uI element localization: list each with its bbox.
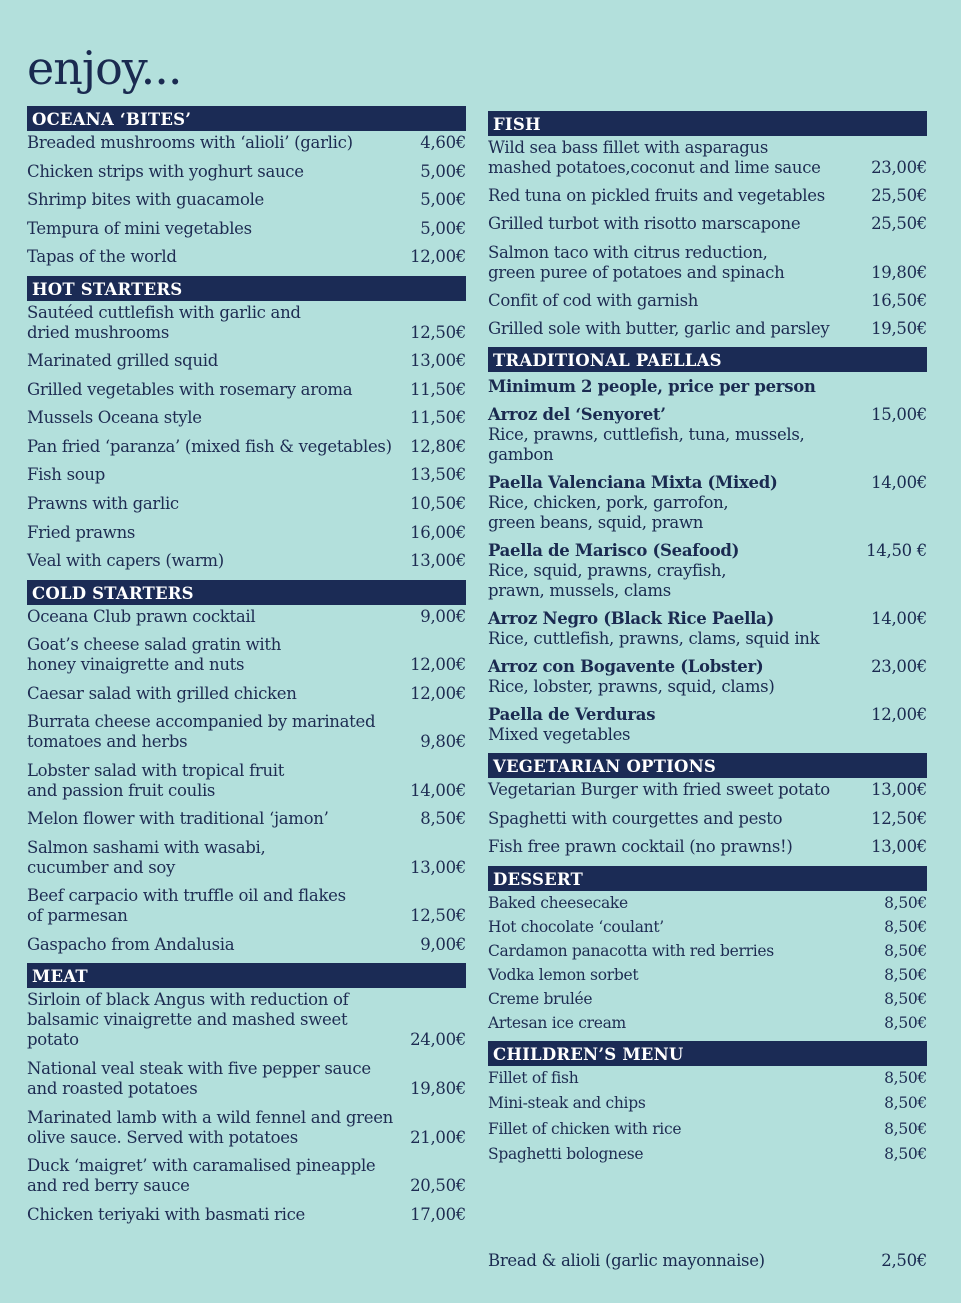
item-description: Rice, cuttlefish, prawns, clams, squid ink <box>488 629 820 649</box>
menu-item <box>27 133 466 153</box>
item-price: 12,50€ <box>410 322 466 342</box>
item-description: Rice, squid, prawns, crayfish, prawn, mussels, clams <box>488 561 727 601</box>
item-description: Rice, lobster, prawns, squid, clams) <box>488 677 775 697</box>
section-paellas <box>488 347 927 745</box>
menu-item <box>27 162 466 182</box>
menu-item <box>27 303 466 343</box>
menu-list <box>27 131 466 267</box>
item-price: 8,50€ <box>884 965 927 984</box>
item-price: 8,50€ <box>884 1119 927 1138</box>
item-name: Salmon sashami with wasabi, cucumber and soy <box>27 837 266 877</box>
item-name: Salmon taco with citrus reduction, green puree of potatoes and spinach <box>488 242 785 282</box>
item-name: Grilled vegetables with rosemary aroma <box>27 379 353 399</box>
item-price: 19,50€ <box>871 318 927 338</box>
menu-item <box>488 989 927 1009</box>
menu-list <box>27 988 466 1224</box>
paella-item <box>488 657 927 697</box>
menu-item <box>488 1144 927 1165</box>
menu-item <box>27 635 466 675</box>
menu-item <box>488 837 927 857</box>
item-name: Red tuna on pickled fruits and vegetables <box>488 186 825 206</box>
menu-item <box>488 243 927 283</box>
section-bites <box>27 106 466 267</box>
item-price: 2,50€ <box>881 1251 927 1270</box>
item-price: 11,50€ <box>410 379 466 399</box>
item-name: Fillet of fish <box>488 1068 579 1087</box>
item-name: Chicken teriyaki with basmati rice <box>27 1204 306 1224</box>
paella-item <box>488 705 927 745</box>
section-fish <box>488 111 927 339</box>
section-header: FISH <box>488 111 927 136</box>
menu-item <box>488 1013 927 1033</box>
section-header: TRADITIONAL PAELLAS <box>488 347 927 372</box>
menu-item <box>27 684 466 704</box>
item-price: 5,00€ <box>420 190 466 209</box>
item-name: Spaghetti bolognese <box>488 1145 644 1164</box>
section-header: MEAT <box>27 963 466 988</box>
menu-item <box>27 523 466 543</box>
item-price: 14,00€ <box>871 609 927 629</box>
bread-item <box>488 1250 927 1272</box>
item-name: Breaded mushrooms with ‘alioli’ (garlic) <box>27 133 353 152</box>
menu-item <box>27 494 466 514</box>
item-name: Paella Valenciana Mixta (Mixed) <box>488 473 778 493</box>
item-price: 9,00€ <box>420 934 466 954</box>
item-price: 13,00€ <box>410 351 466 371</box>
item-name: Gaspacho from Andalusia <box>27 934 235 954</box>
item-name: Mini-steak and chips <box>488 1094 646 1113</box>
item-name: Tapas of the world <box>27 247 177 266</box>
item-price: 12,00€ <box>871 705 927 725</box>
menu-item <box>488 893 927 913</box>
item-name: Vegetarian Burger with fried sweet potato <box>488 780 830 800</box>
item-price: 13,50€ <box>410 465 466 485</box>
menu-item <box>27 551 466 571</box>
section-children <box>488 1041 927 1166</box>
item-name: Beef carpacio with truffle oil and flakes of parmesan <box>27 886 346 926</box>
item-price: 11,50€ <box>410 408 466 428</box>
item-price: 8,50€ <box>884 1145 927 1164</box>
item-name: Confit of cod with garnish <box>488 290 699 310</box>
item-price: 21,00€ <box>410 1127 466 1147</box>
item-price: 8,50€ <box>884 1094 927 1113</box>
paella-item <box>488 473 927 533</box>
item-price: 25,50€ <box>871 214 927 234</box>
item-price: 8,50€ <box>884 941 927 960</box>
item-price: 12,80€ <box>410 436 466 456</box>
item-price: 8,50€ <box>884 893 927 912</box>
menu-item <box>27 935 466 955</box>
item-price: 13,00€ <box>410 551 466 571</box>
item-name: Grilled sole with butter, garlic and parsley <box>488 318 830 338</box>
menu-item <box>488 780 927 800</box>
section-dessert <box>488 866 927 1033</box>
item-price: 8,50€ <box>420 809 466 829</box>
menu-item <box>488 1068 927 1089</box>
item-price: 12,00€ <box>410 247 466 266</box>
item-price: 5,00€ <box>420 218 466 238</box>
paella-text <box>488 541 739 601</box>
item-name: Marinated lamb with a wild fennel and green olive sauce. Served with potatoes <box>27 1107 393 1147</box>
item-price: 25,50€ <box>871 186 927 206</box>
item-price: 12,00€ <box>410 683 466 703</box>
item-description: Rice, chicken, pork, garrofon, green beans, squid, prawn <box>488 493 729 533</box>
menu-item <box>27 761 466 801</box>
paella-text <box>488 705 655 745</box>
item-price: 15,00€ <box>871 405 927 425</box>
item-name: Paella de Verduras <box>488 705 656 725</box>
menu-item <box>488 138 927 178</box>
item-name: Tempura of mini vegetables <box>27 218 252 238</box>
menu-item <box>27 1156 466 1196</box>
menu-item <box>488 1119 927 1140</box>
item-name: Burrata cheese accompanied by marinated tomatoes and herbs <box>27 712 376 752</box>
item-price: 13,00€ <box>410 857 466 877</box>
section-header: OCEANA ‘BITES’ <box>27 106 466 131</box>
paella-item <box>488 405 927 465</box>
menu-item <box>27 351 466 371</box>
menu-list <box>488 778 927 857</box>
menu-item <box>27 437 466 457</box>
menu-item <box>27 219 466 239</box>
item-price: 8,50€ <box>884 1068 927 1087</box>
item-price: 8,50€ <box>884 1013 927 1032</box>
menu-item <box>488 214 927 234</box>
item-name: Lobster salad with tropical fruit and passion fruit coulis <box>27 760 285 800</box>
menu-list <box>488 891 927 1033</box>
item-name: Arroz Negro (Black Rice Paella) <box>488 609 774 629</box>
menu-item <box>488 291 927 311</box>
paella-note: Minimum 2 people, price per person <box>488 377 816 397</box>
item-name: Hot chocolate ‘coulant’ <box>488 917 664 936</box>
section-vegetarian <box>488 753 927 857</box>
menu-item <box>488 186 927 206</box>
item-price: 9,00€ <box>420 606 466 626</box>
item-name: Chicken strips with yoghurt sauce <box>27 161 304 181</box>
item-name: Cardamon panacotta with red berries <box>488 941 774 960</box>
menu-item <box>27 247 466 267</box>
menu-list <box>27 605 466 955</box>
item-name: Grilled turbot with risotto marscapone <box>488 214 801 234</box>
item-name: Melon flower with traditional ‘jamon’ <box>27 809 329 829</box>
menu-item <box>27 380 466 400</box>
item-name: Marinated grilled squid <box>27 351 219 371</box>
item-name: Fish free prawn cocktail (no prawns!) <box>488 837 793 857</box>
item-name: Fillet of chicken with rice <box>488 1119 682 1138</box>
item-price: 9,80€ <box>420 732 466 752</box>
menu-item <box>27 190 466 210</box>
item-price: 24,00€ <box>410 1030 466 1050</box>
section-header: CHILDREN’S MENU <box>488 1041 927 1066</box>
right-column <box>488 111 927 1170</box>
menu-item <box>488 941 927 961</box>
item-name: Baked cheesecake <box>488 893 628 912</box>
item-price: 12,00€ <box>410 655 466 675</box>
section-header: COLD STARTERS <box>27 580 466 605</box>
item-price: 19,80€ <box>871 262 927 282</box>
item-price: 14,00€ <box>871 473 927 493</box>
item-name: Prawns with garlic <box>27 494 179 514</box>
menu-item <box>488 1093 927 1114</box>
item-price: 12,50€ <box>410 906 466 926</box>
section-header: HOT STARTERS <box>27 276 466 301</box>
item-name: Sirloin of black Angus with reduction of balsamic vinaigrette and mashed sweet potato <box>27 990 349 1050</box>
item-name: Fish soup <box>27 465 105 485</box>
item-name: Bread & alioli (garlic mayonnaise) <box>488 1251 765 1270</box>
item-price: 13,00€ <box>871 780 927 800</box>
item-name: Caesar salad with grilled chicken <box>27 683 297 703</box>
item-price: 23,00€ <box>871 657 927 677</box>
menu-item <box>488 917 927 937</box>
item-name: Oceana Club prawn cocktail <box>27 606 256 626</box>
paella-text <box>488 657 774 697</box>
menu-item <box>27 1108 466 1148</box>
section-cold-starters <box>27 580 466 955</box>
item-name: Spaghetti with courgettes and pesto <box>488 808 783 828</box>
item-price: 19,80€ <box>410 1078 466 1098</box>
item-price: 14,00€ <box>410 780 466 800</box>
item-price: 23,00€ <box>871 158 927 177</box>
paella-item <box>488 541 927 601</box>
item-price: 13,00€ <box>871 837 927 857</box>
item-name: Mussels Oceana style <box>27 408 202 428</box>
item-price: 8,50€ <box>884 917 927 936</box>
menu-item <box>27 1059 466 1099</box>
section-meat <box>27 963 466 1224</box>
paella-item <box>488 609 927 649</box>
menu-list <box>27 301 466 572</box>
item-name: Shrimp bites with guacamole <box>27 190 265 209</box>
menu-item <box>488 965 927 985</box>
menu-item <box>27 712 466 752</box>
item-name: Vodka lemon sorbet <box>488 965 639 984</box>
menu-item <box>27 607 466 627</box>
menu-item <box>27 809 466 829</box>
menu-item <box>27 408 466 428</box>
left-column <box>27 106 466 1233</box>
section-header: DESSERT <box>488 866 927 891</box>
menu-item <box>27 838 466 878</box>
section-header: VEGETARIAN OPTIONS <box>488 753 927 778</box>
item-name: Artesan ice cream <box>488 1013 626 1032</box>
menu-list <box>488 136 927 339</box>
menu-item <box>27 1205 466 1225</box>
item-name: Sautéed cuttlefish with garlic and dried mushrooms <box>27 302 301 342</box>
paella-text <box>488 405 805 465</box>
item-price: 5,00€ <box>420 161 466 181</box>
item-price: 17,00€ <box>410 1204 466 1224</box>
item-price: 10,50€ <box>410 494 466 514</box>
item-price: 4,60€ <box>420 133 466 152</box>
item-name: Creme brulée <box>488 989 593 1008</box>
item-price: 14,50 € <box>866 541 927 561</box>
item-name: Wild sea bass fillet with asparagus mashed potatoes,coconut and lime sauce <box>488 138 821 177</box>
menu-item <box>27 465 466 485</box>
item-price: 20,50€ <box>410 1176 466 1196</box>
section-hot-starters <box>27 276 466 572</box>
item-description: Rice, prawns, cuttlefish, tuna, mussels, gambon <box>488 425 805 465</box>
item-description: Mixed vegetables <box>488 725 631 745</box>
item-price: 16,00€ <box>410 522 466 542</box>
paella-list <box>488 405 927 745</box>
paella-text <box>488 473 777 533</box>
item-name: National veal steak with five pepper sauce and roasted potatoes <box>27 1058 371 1098</box>
item-name: Arroz del ‘Senyoret’ <box>488 405 666 425</box>
menu-list <box>488 1066 927 1166</box>
item-name: Veal with capers (warm) <box>27 551 224 571</box>
item-name: Pan fried ‘paranza’ (mixed fish & vegetables) <box>27 436 392 456</box>
paella-text <box>488 609 819 649</box>
menu-item <box>27 886 466 926</box>
item-name: Duck ‘maigret’ with caramalised pineapple and red berry sauce <box>27 1156 376 1196</box>
item-name: Paella de Marisco (Seafood) <box>488 541 740 561</box>
page-title: enjoy... <box>27 41 182 95</box>
menu-item <box>488 319 927 339</box>
item-price: 8,50€ <box>884 989 927 1008</box>
item-name: Arroz con Bogavente (Lobster) <box>488 657 764 677</box>
menu-item <box>488 809 927 829</box>
item-price: 16,50€ <box>871 290 927 310</box>
item-name: Fried prawns <box>27 522 136 542</box>
item-name: Goat’s cheese salad gratin with honey vinaigrette and nuts <box>27 635 282 675</box>
menu-item <box>27 990 466 1050</box>
item-price: 12,50€ <box>871 808 927 828</box>
